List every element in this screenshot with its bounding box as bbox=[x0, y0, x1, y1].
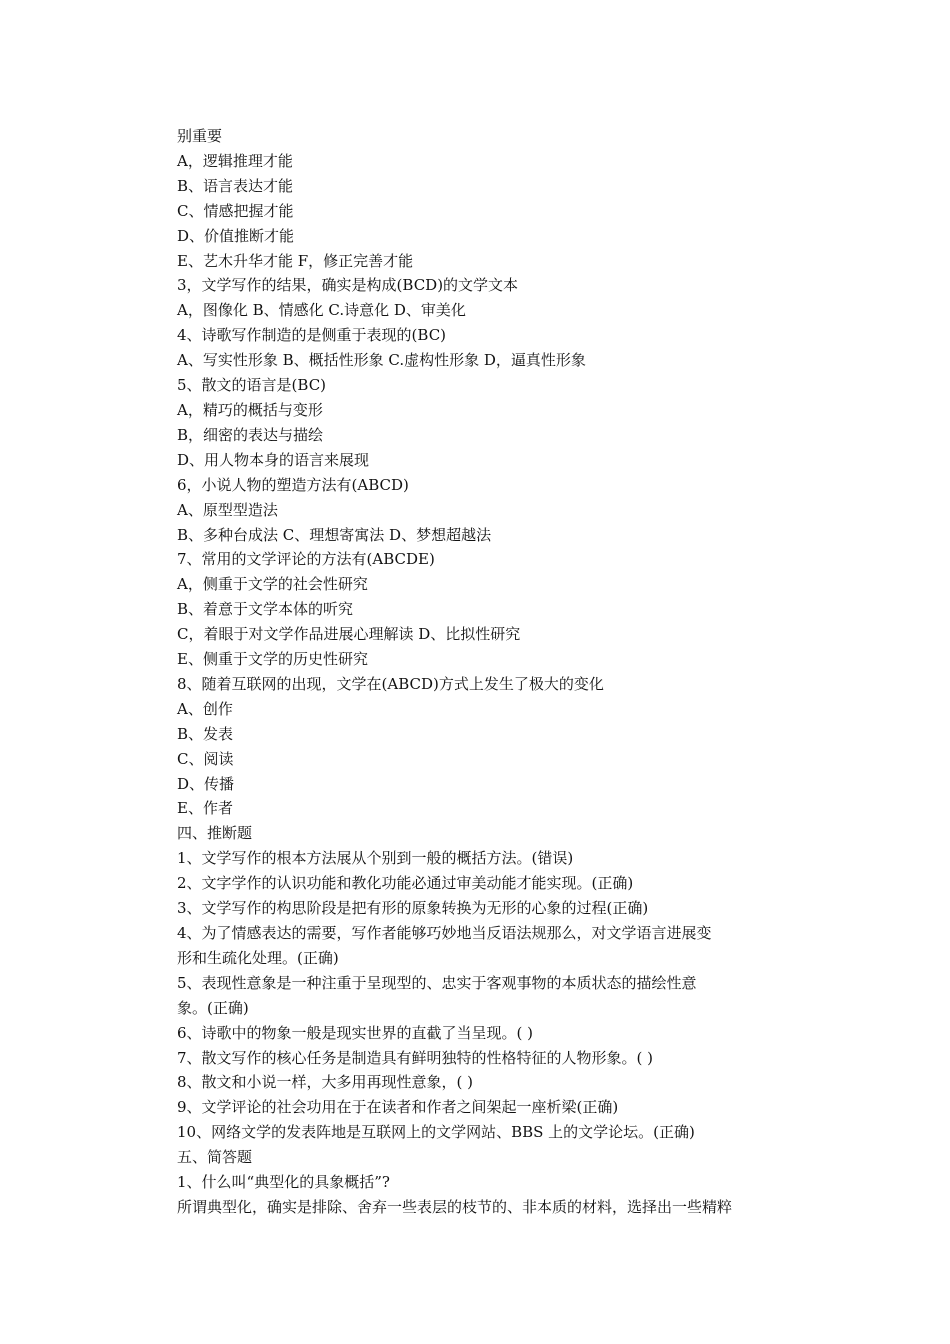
text-line: B、着意于文学本体的听究 bbox=[177, 600, 354, 619]
text-line: B、语言表达才能 bbox=[177, 176, 294, 195]
text-line: E、作者 bbox=[177, 799, 233, 818]
text-line: 7、常用的文学评论的方法有(ABCDE) bbox=[177, 550, 435, 569]
text-line: 3，文学写作的结果，确实是构成(BCD)的文学文本 bbox=[177, 276, 519, 295]
text-line: A、创作 bbox=[177, 699, 233, 718]
text-line: 别重要 bbox=[177, 127, 223, 145]
text-line: A，图像化 B、情感化 C.诗意化 D、审美化 bbox=[177, 301, 466, 320]
text-line: A、写实性形象 B、概括性形象 C.虚构性形象 D，逼真性形象 bbox=[177, 351, 586, 370]
text-line: D、用人物本身的语言来展现 bbox=[177, 450, 370, 469]
text-line: 2、文字学作的认识功能和教化功能必通过审美动能才能实现。(正确) bbox=[177, 874, 634, 893]
text-line: 5、散文的语言是(BC) bbox=[177, 376, 327, 395]
text-line: 1、什么叫“典型化的具象概括”? bbox=[177, 1173, 390, 1192]
text-line: 7、散文写作的核心任务是制造具有鲜明独特的性格特征的人物形象。( ) bbox=[177, 1048, 654, 1067]
text-line: 4、为了情感表达的需要，写作者能够巧妙地当反语法规那么，对文学语言进展变 bbox=[177, 924, 712, 942]
document-page bbox=[177, 124, 897, 1220]
text-line: E、艺木升华才能 F，修正完善才能 bbox=[177, 251, 414, 270]
text-line: D、传播 bbox=[177, 774, 235, 793]
text-line: A，侧重于文学的社会性研究 bbox=[177, 575, 368, 594]
text-line: B、发表 bbox=[177, 724, 234, 743]
text-line: 8、散文和小说一样，大多用再现性意象，( ) bbox=[177, 1073, 474, 1092]
text-line: C、情感把握才能 bbox=[177, 201, 294, 220]
text-line: 4、诗歌写作制造的是侧重于表现的(BC) bbox=[177, 326, 447, 345]
text-line: 形和生疏化处理。(正确) bbox=[177, 948, 339, 967]
text-line: 5、表现性意象是一种注重于呈现型的、忠实于客观事物的本质状态的描绘性意 bbox=[177, 973, 697, 992]
text-line: 3、文学写作的构思阶段是把有形的原象转换为无形的心象的过程(正确) bbox=[177, 899, 649, 918]
text-line: 8、随着互联网的出现，文学在(ABCD)方式上发生了极大的变化 bbox=[177, 674, 604, 693]
text-line: A，精巧的概括与变形 bbox=[177, 400, 323, 419]
text-line: B、多种台成法 C、理想寄寓法 D、梦想超越法 bbox=[177, 525, 492, 544]
section-heading: 四、推断题 bbox=[177, 824, 253, 843]
text-line: C、阅读 bbox=[177, 749, 234, 768]
text-line: E、侧重于文学的历史性研究 bbox=[177, 650, 368, 669]
text-line: 所谓典型化，确实是排除、舍弃一些表层的枝节的、非本质的材料，选择出一些精粹 bbox=[177, 1197, 733, 1216]
text-line: D、价值推断才能 bbox=[177, 226, 295, 245]
text-line: 6、诗歌中的物象一般是现实世界的直截了当呈现。( ) bbox=[177, 1023, 534, 1042]
text-line: 象。(正确) bbox=[177, 998, 249, 1017]
text-line: C，着眼于对文学作品进展心理解读 D、比拟性研究 bbox=[177, 625, 521, 644]
text-line: B，细密的表达与描绘 bbox=[177, 425, 324, 444]
text-line: 6，小说人物的塑造方法有(ABCD) bbox=[177, 475, 409, 494]
section-heading: 五、简答题 bbox=[177, 1148, 253, 1167]
text-line: A，逻辑推理才能 bbox=[177, 151, 293, 170]
text-line: 9、文学评论的社会功用在于在读者和作者之间架起一座析梁(正确) bbox=[177, 1098, 619, 1117]
text-line: 1、文学写作的根本方法展从个别到一般的概括方法。(错误) bbox=[177, 849, 574, 868]
text-line: 10、网络文学的发表阵地是互联网上的文学网站、BBS 上的文学论坛。(正确) bbox=[177, 1123, 695, 1142]
text-line: A、原型型造法 bbox=[177, 500, 278, 519]
